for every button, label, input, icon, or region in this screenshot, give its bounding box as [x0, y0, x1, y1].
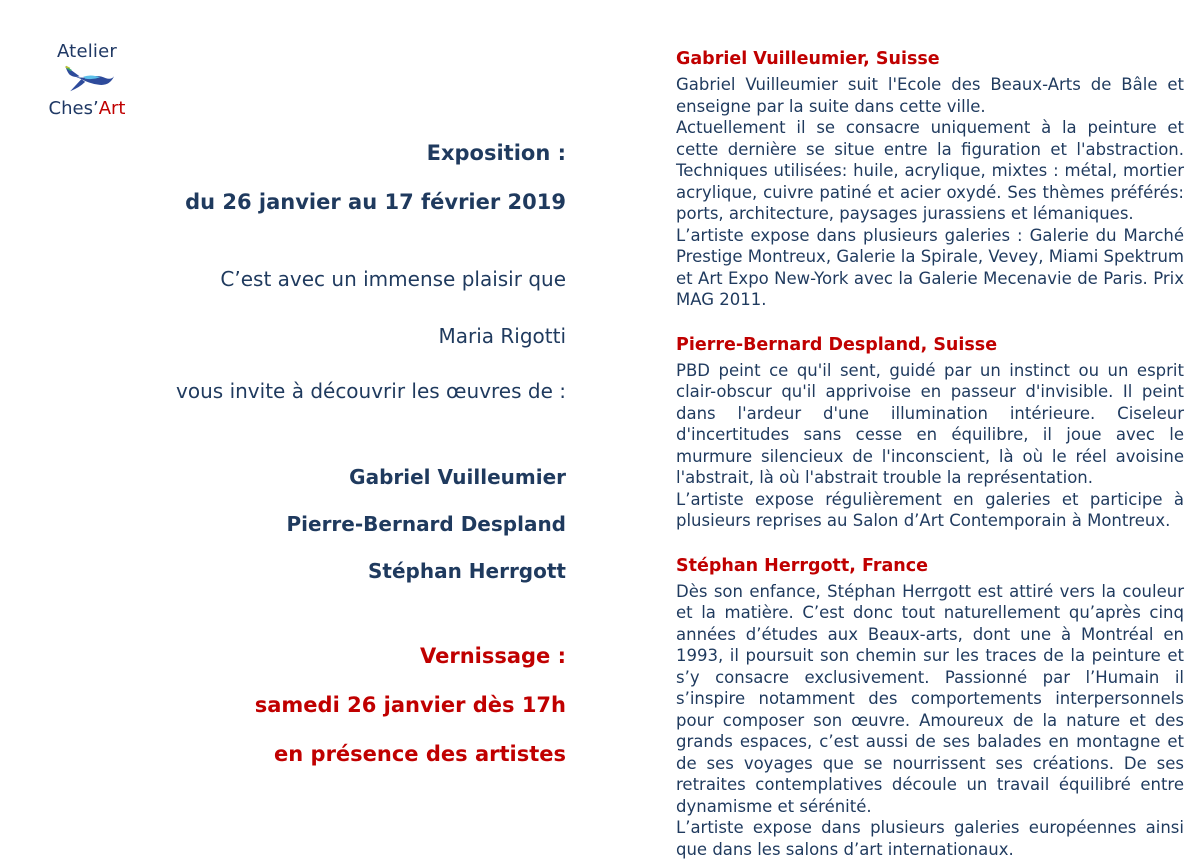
logo-word-atelier: Atelier — [56, 41, 117, 62]
logo-art: Art — [98, 98, 126, 119]
bio-paragraph: Gabriel Vuilleumier suit l'Ecole des Beaux-Arts de Bâle et enseigne par la suite dans cette ville. — [676, 75, 1184, 116]
host-name: Maria Rigotti — [438, 324, 566, 348]
vernissage-date: samedi 26 janvier dès 17h — [254, 693, 566, 717]
bio-paragraph: L’artiste expose régulièrement en galeries et participe à plusieurs reprises au Salon d’Art Contemporain à Montreux. — [676, 489, 1184, 530]
intro-line-2: vous invite à découvrir les œuvres de : — [176, 379, 566, 403]
bio-paragraph: L’artiste expose dans plusieurs galeries : Galerie du Marché Prestige Montreux, Galerie la Spirale, Vevey, Miami Spektrum et Art Expo New-York avec la Galerie Mecenavie de Paris. Prix MAG 2011. — [676, 225, 1184, 309]
bio-paragraph: Actuellement il se consacre uniquement à la peinture et cette dernière se situe entre la figuration et l'abstraction. Techniques utilisées: huile, acrylique, mixtes : métal, mortier acrylique, cuivre patiné et acier oxydé. Ses thèmes préférés: ports, architecture, paysages jurassiens et lémaniques. — [676, 118, 1184, 223]
vernissage-note: en présence des artistes — [274, 742, 566, 766]
bio-section-vuilleumier — [676, 48, 1184, 311]
bio-section-herrgott — [676, 555, 1184, 861]
bio-heading: Gabriel Vuilleumier, Suisse — [676, 49, 940, 69]
artist-name: Pierre-Bernard Despland — [286, 512, 566, 536]
bio-paragraph: Dès son enfance, Stéphan Herrgott est attiré vers la couleur et la matière. C’est donc tout naturellement qu’après cinq années d’études aux Beaux-arts, dont une à Montréal en 1993, il poursuit son chemin sur les traces de la peinture et s’y consacre exclusivement. Passionné par l’Humain il s’inspire notamment des comportements interpersonnels pour composer son œuvre. Amoureux de la nature et des grands espaces, c’est aussi de ses balades en montagne et de ses voyages que se nourrissent ses créations. De ses retraites contemplatives découle un travail équilibré entre dynamisme et sérénité. — [676, 581, 1184, 816]
swallow-bird-icon — [59, 65, 115, 95]
artist-name: Stéphan Herrgott — [368, 559, 566, 583]
bio-paragraph: L’artiste expose dans plusieurs galeries européennes ainsi que dans les salons d’art internationaux. — [676, 818, 1184, 859]
logo-word-chesart — [49, 99, 126, 119]
artist-name: Gabriel Vuilleumier — [349, 465, 566, 489]
intro-line-1: C’est avec un immense plaisir que — [220, 267, 566, 291]
bio-heading: Stéphan Herrgott, France — [676, 555, 928, 576]
vernissage-title: Vernissage : — [419, 644, 566, 668]
exposition-title: Exposition : — [426, 141, 566, 165]
atelier-logo — [46, 42, 128, 119]
invitation-panel — [60, 141, 566, 767]
bio-heading: Pierre-Bernard Despland, Suisse — [676, 334, 998, 355]
bio-paragraph: PBD peint ce qu'il sent, guidé par un instinct ou un esprit clair-obscur qu'il apprivoise en passeur d'invisible. Il peint dans l'ardeur d'une illumination intérieure. Ciseleur d'incertitudes sans cesse en équilibre, il joue avec le murmure silencieux de l'inconscient, là où le réel avoisine l'abstrait, là où l'abstrait trouble la représentation. — [676, 360, 1184, 487]
exposition-dates: du 26 janvier au 17 février 2019 — [185, 190, 566, 214]
artist-bios — [676, 48, 1184, 860]
bio-section-despland — [676, 334, 1184, 532]
logo-ches: Ches’ — [48, 98, 99, 119]
